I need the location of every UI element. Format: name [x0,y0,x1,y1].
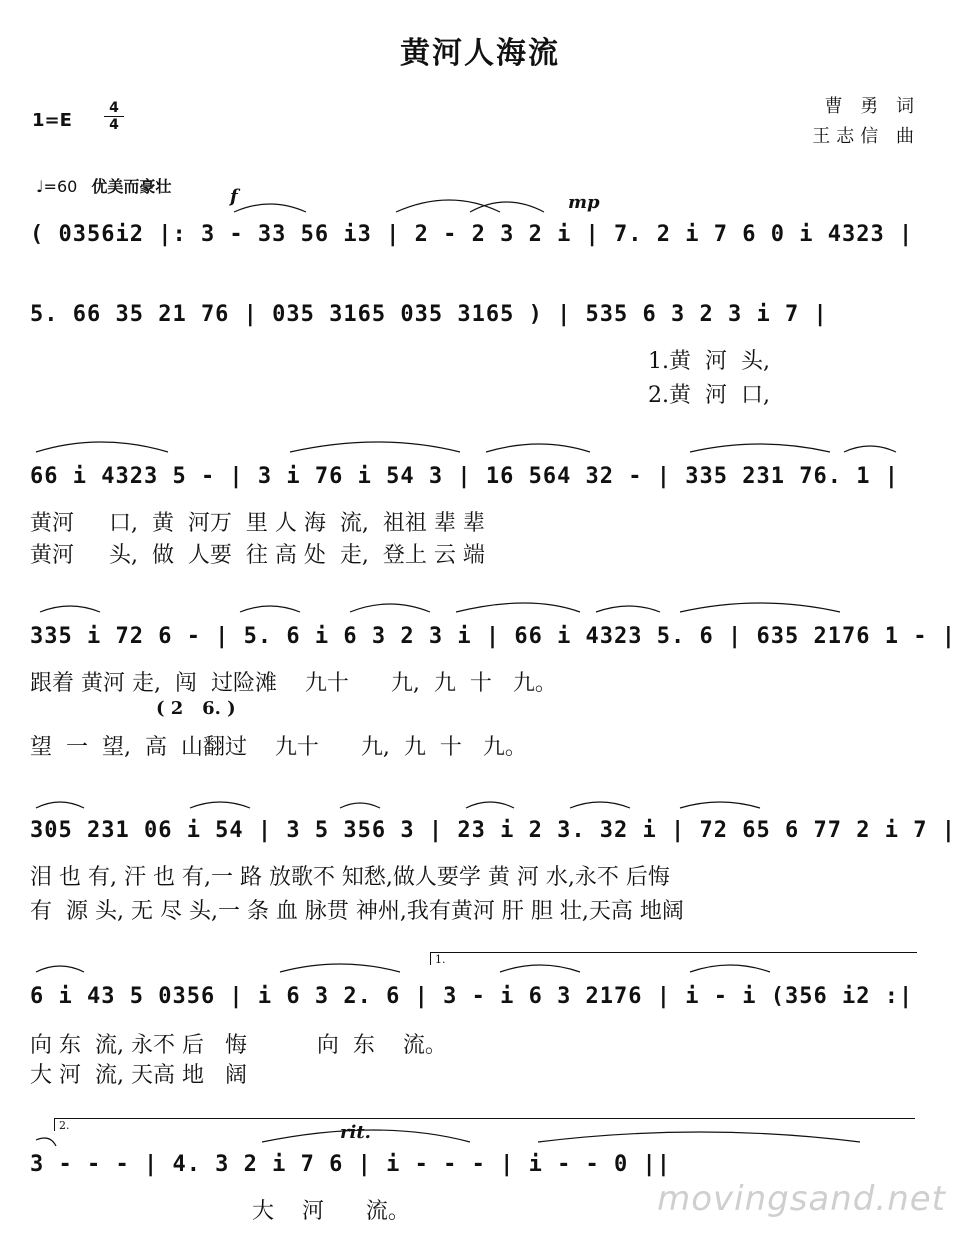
slur-arc [690,444,830,452]
slur-arc [262,1130,470,1142]
lyric-row-5-verse-1: 泪 也 有, 汗 也 有,一 路 放歌不 知愁,做人要学 黄 河 水,永不 后悔 [30,865,670,890]
notation-row-4: 335 i 72 6 - | 5. 6 i 6 3 2 3 i | 66 i 4323 5. 6 | 635 2176 1 - | [30,624,956,649]
lyric-row-2-verse-1: 1.黄 河 头, [648,349,770,374]
mezzo-piano-mark: mp [568,192,600,213]
notation-row-6: 6 i 43 5 0356 | i 6 3 2. 6 | 3 - i 6 3 2176 | i - i (356 i2 :| [30,984,914,1009]
first-ending-bracket: 1. [430,952,917,965]
lyric-row-4-verse-2: 望 一 望, 高 山翻过 九十 九, 九 十 九。 [30,735,527,760]
slur-arc [538,1132,860,1142]
notation-row-1: ( 0356i2 |: 3 - 33 56 i3 | 2 - 2 3 2 i | 7. 2 i 7 6 0 i 4323 | [30,222,914,247]
watermark: movingsand.net [657,1179,946,1219]
time-signature-bottom: 4 [104,116,124,133]
lyric-row-6-verse-1: 向 东 流, 永不 后 悔 向 东 流。 [30,1033,447,1058]
slur-arc [40,606,100,612]
slur-arc [690,965,770,972]
slur-arc [350,604,430,612]
forte-mark: f [230,186,238,207]
slur-arc [340,803,380,808]
slur-arc [290,442,460,452]
page-title: 黄河人海流 [400,36,560,71]
slur-arc [36,442,168,452]
slur-arc [36,802,84,808]
slur-arc [240,606,300,612]
expression-mark: 优美而豪壮 [91,177,172,196]
slur-arc [190,802,250,808]
aside-notes: ( 2 6. ) [156,698,236,719]
notation-row-5: 305 231 06 i 54 | 3 5 356 3 | 23 i 2 3. 32 i | 72 65 6 77 2 i 7 | [30,818,956,843]
notation-row-3: 66 i 4323 5 - | 3 i 76 i 54 3 | 16 564 32 - | 335 231 76. 1 | [30,464,899,489]
slur-arc [280,964,400,972]
slur-arc [234,204,306,212]
lyric-row-3-verse-2: 黄河 头, 做 人要 往 高 处 走, 登上 云 端 [30,543,485,568]
slur-arc [680,802,760,808]
slur-arc [486,444,590,452]
lyric-row-5-verse-2: 有 源 头, 无 尽 头,一 条 血 脉贯 神州,我有黄河 肝 胆 壮,天高 地阔 [30,899,684,924]
notation-row-2: 5. 66 35 21 76 | 035 3165 035 3165 ) | 535 6 3 2 3 i 7 | [30,302,828,327]
slur-arc [500,965,580,972]
slur-arc [396,200,500,212]
lyric-row-2-verse-2: 2.黄 河 口, [648,383,770,408]
slur-arc [596,606,660,612]
lyric-row-7: 大 河 流。 [252,1199,410,1224]
ritardando-mark: rit. [340,1122,371,1143]
slur-arc [36,966,84,972]
second-ending-bracket: 2. [54,1118,915,1131]
slur-arc [570,802,630,808]
tempo-mark: ♩=60 [36,177,78,196]
lyric-row-6-verse-2: 大 河 流, 天高 地 阔 [30,1063,247,1088]
slur-arc [466,802,514,808]
lyric-row-3-verse-1: 黄河 口, 黄 河万 里 人 海 流, 祖祖 辈 辈 [30,511,485,536]
key-signature: 1=E [32,110,72,131]
slur-arc [680,603,840,612]
slur-arc [470,202,544,212]
notation-row-7: 3 - - - | 4. 3 2 i 7 6 | i - - - | i - - 0 || [30,1152,672,1177]
time-signature-top: 4 [109,100,119,116]
composer-credit: 王志信 曲 [812,126,920,147]
lyricist-credit: 曹 勇 词 [824,96,920,117]
lyric-row-4-verse-1: 跟着 黄河 走, 闯 过险滩 九十 九, 九 十 九。 [30,671,557,696]
slur-arc [844,446,896,452]
slur-arc [456,603,580,612]
slur-arc [36,1138,56,1146]
